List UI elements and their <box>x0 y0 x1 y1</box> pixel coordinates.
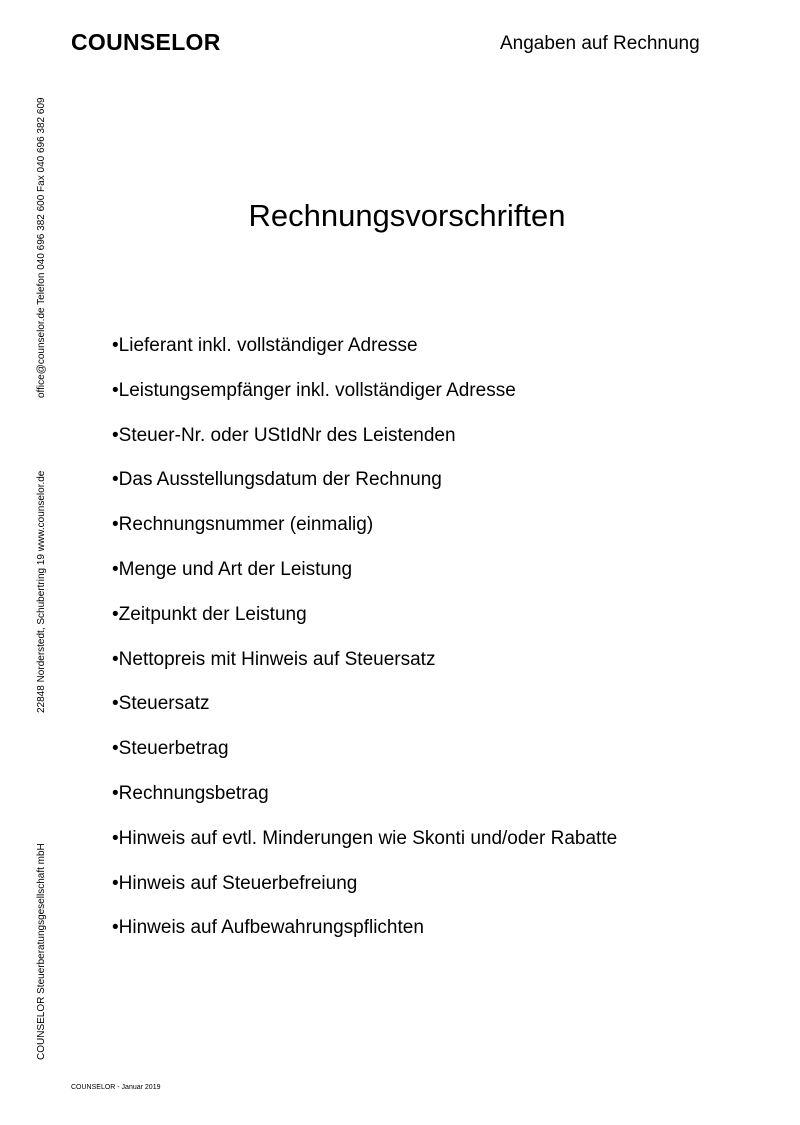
list-item <box>112 335 617 380</box>
bullet-icon: • <box>112 379 119 401</box>
requirement-text: Leistungsempfänger inkl. vollständiger Adresse <box>118 379 516 401</box>
list-item <box>112 380 617 425</box>
list-item <box>112 828 617 873</box>
requirement-text: Steuersatz <box>118 693 210 715</box>
bullet-icon: • <box>112 693 119 715</box>
bullet-icon: • <box>112 603 119 625</box>
requirement-text: Menge und Art der Leistung <box>118 558 353 580</box>
sidebar-company: COUNSELOR Steuerberatungsgesellschaft mbH <box>36 843 47 1060</box>
list-item <box>112 873 617 918</box>
requirement-text: Lieferant inkl. vollständiger Adresse <box>118 335 418 356</box>
bullet-icon: • <box>112 827 119 849</box>
list-item <box>112 783 617 828</box>
bullet-icon: • <box>112 514 119 536</box>
requirement-text: Steuerbetrag <box>118 738 229 760</box>
list-item <box>112 514 617 559</box>
bullet-icon: • <box>112 424 119 446</box>
bullet-icon: • <box>112 648 119 670</box>
list-item <box>112 559 617 604</box>
page-title: Rechnungsvorschriften <box>248 198 566 233</box>
bullet-icon: • <box>112 738 119 760</box>
sidebar-contact: office@counselor.de Telefon 040 696 382 600 Fax 040 696 382 609 <box>36 97 47 398</box>
requirement-text: Rechnungsbetrag <box>118 782 269 804</box>
list-item <box>112 693 617 738</box>
requirement-text: Hinweis auf evtl. Minderungen wie Skonti und/oder Rabatte <box>118 827 618 849</box>
bullet-icon: • <box>112 558 119 580</box>
requirement-text: Hinweis auf Aufbewahrungspflichten <box>118 917 424 939</box>
bullet-icon: • <box>112 469 119 491</box>
brand-name: COUNSELOR <box>71 29 221 55</box>
document-label: Angaben auf Rechnung <box>500 33 700 54</box>
list-item <box>112 738 617 783</box>
bullet-icon: • <box>112 917 119 939</box>
bullet-icon: • <box>112 782 119 804</box>
requirements-list <box>112 335 617 962</box>
bullet-icon: • <box>112 872 119 894</box>
bullet-icon: • <box>112 335 119 356</box>
list-item <box>112 469 617 514</box>
requirement-text: Hinweis auf Steuerbefreiung <box>118 872 358 894</box>
list-item <box>112 425 617 470</box>
sidebar-address: 22848 Norderstedt, Schubertring 19 www.counselor.de <box>36 470 47 713</box>
list-item <box>112 917 617 962</box>
list-item <box>112 649 617 694</box>
requirement-text: Das Ausstellungsdatum der Rechnung <box>118 469 442 491</box>
requirement-text: Steuer-Nr. oder UStIdNr des Leistenden <box>118 424 456 446</box>
requirement-text: Rechnungsnummer (einmalig) <box>118 514 374 536</box>
requirement-text: Nettopreis mit Hinweis auf Steuersatz <box>118 648 436 670</box>
list-item <box>112 604 617 649</box>
requirement-text: Zeitpunkt der Leistung <box>118 603 307 625</box>
footer-text: COUNSELOR - Januar 2019 <box>71 1084 161 1091</box>
sidebar-company-info <box>0 0 47 1125</box>
